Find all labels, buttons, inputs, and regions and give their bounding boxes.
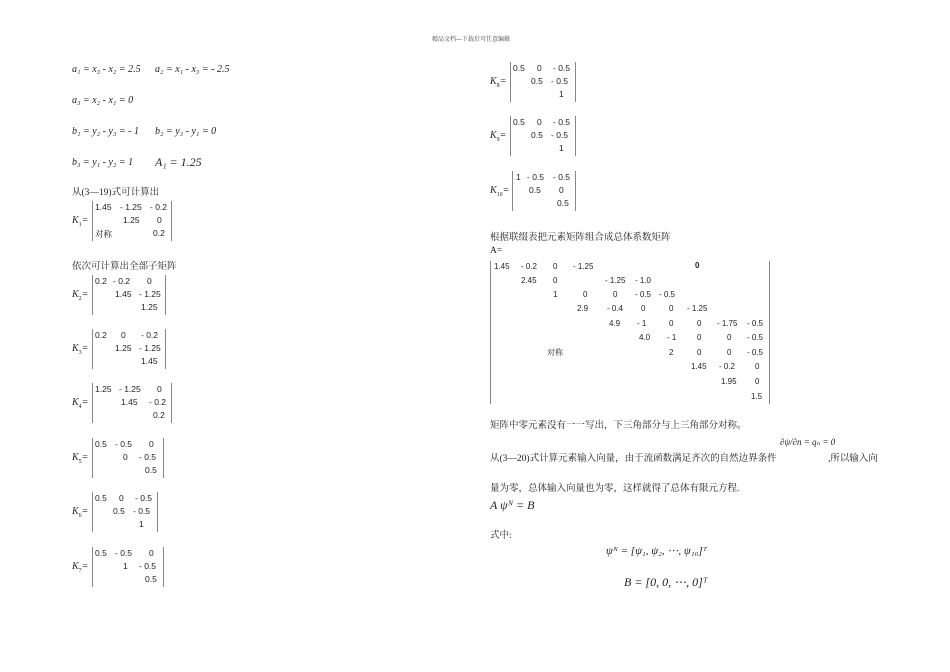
equation-b1: b₁ = y₂ - y₃ = - 1 xyxy=(72,126,139,137)
matrix-body xyxy=(92,438,164,478)
matrix-cell: 0.5 xyxy=(531,76,543,86)
matrix-cell: 0 xyxy=(583,290,588,299)
matrix-k8 xyxy=(490,62,600,104)
matrix-body xyxy=(510,116,576,156)
equation-a2: a₂ = x₁ - x₃ = - 2.5 xyxy=(155,64,230,75)
matrix-k7 xyxy=(72,547,182,589)
matrix-label: $K_3=$ xyxy=(72,343,89,356)
psi-vector-definition: ψᴺ = [ψ₁, ψ₂, ⋯, ψ₁₀]ᵀ xyxy=(606,545,707,557)
matrix-k1 xyxy=(72,201,182,243)
matrix-cell: 4.9 xyxy=(609,319,621,328)
matrix-cell: 0.5 xyxy=(531,130,543,140)
matrix-cell: 1.25 xyxy=(115,343,132,353)
matrix-body xyxy=(92,275,166,315)
matrix-body xyxy=(92,547,164,587)
matrix-cell: - 0.2 xyxy=(149,397,167,407)
matrix-cell: - 0.5 xyxy=(747,348,764,357)
a-label: A= xyxy=(490,246,503,256)
matrix-cell: - 0.5 xyxy=(115,439,133,449)
matrix-label: $K_7=$ xyxy=(72,561,89,574)
matrix-cell: 0 xyxy=(147,276,152,286)
matrix-cell: 0 xyxy=(537,63,542,73)
matrix-cell: 1.5 xyxy=(751,392,763,401)
matrix-cell: 1 xyxy=(139,519,144,529)
matrix-cell: 1.45 xyxy=(95,202,112,212)
assemble-text: 根据联缀表把元素矩阵组合成总体系数矩阵 xyxy=(490,233,671,243)
matrix-cell: 0.2 xyxy=(153,228,165,238)
matrix-cell: 0.2 xyxy=(95,276,107,286)
matrix-cell: 0 xyxy=(669,304,674,313)
matrix-cell: - 0.5 xyxy=(139,452,157,462)
matrix-cell: - 0.5 xyxy=(635,290,652,299)
matrix-cell: 0 xyxy=(559,185,564,195)
matrix-cell: - 1 xyxy=(637,319,647,328)
matrix-cell: 1 xyxy=(559,89,564,99)
matrix-cell: 0 xyxy=(613,290,618,299)
b-vector-definition: B = [0, 0, ⋯, 0]ᵀ xyxy=(624,575,708,589)
boundary-condition-formula: ∂ψ/∂n = qₙ = 0 xyxy=(780,437,836,447)
matrix-cell: - 0.5 xyxy=(747,333,764,342)
matrix-cell: 2 xyxy=(669,348,674,357)
paragraph-input-vector-end: ,所以输入向 xyxy=(828,454,878,464)
matrix-symmetric-mark: 对称 xyxy=(547,348,563,357)
matrix-cell: - 0.5 xyxy=(659,290,676,299)
matrix-cell: - 1.25 xyxy=(139,343,161,353)
equation-area: A₁ = 1.25 xyxy=(155,155,202,169)
matrix-cell: 1.45 xyxy=(121,397,138,407)
matrix-cell: - 0.5 xyxy=(115,548,133,558)
matrix-cell: - 0.5 xyxy=(553,63,571,73)
equation-b2: b₂ = y₃ - y₁ = 0 xyxy=(155,126,217,137)
matrix-cell: 1.25 xyxy=(123,215,140,225)
matrix-cell: - 0.2 xyxy=(113,276,131,286)
matrix-label: $K_4=$ xyxy=(72,397,89,410)
matrix-cell: - 0.5 xyxy=(553,172,571,182)
matrix-cell: - 1 xyxy=(667,333,677,342)
matrix-cell: - 1.25 xyxy=(120,202,142,212)
matrix-cell: 1.25 xyxy=(95,384,112,394)
matrix-cell: 0 xyxy=(149,439,154,449)
matrix-cell: - 0.5 xyxy=(551,76,569,86)
matrix-cell: 0.5 xyxy=(145,574,157,584)
matrix-cell: - 0.5 xyxy=(747,319,764,328)
matrix-k10 xyxy=(490,171,600,213)
matrix-cell: 1 xyxy=(516,172,521,182)
matrix-cell: 0 xyxy=(669,319,674,328)
matrix-cell: 0 xyxy=(149,548,154,558)
matrix-cell: 4.0 xyxy=(639,333,651,342)
matrix-label: $K_1=$ xyxy=(72,215,89,228)
matrix-cell: - 1.75 xyxy=(717,319,738,328)
matrix-label: $K_2=$ xyxy=(72,289,89,302)
matrix-cell: 0.2 xyxy=(95,330,107,340)
matrix-cell: 0.5 xyxy=(95,493,107,503)
matrix-cell: 2.45 xyxy=(521,276,537,285)
matrix-label: $K_6=$ xyxy=(72,506,89,519)
matrix-k4 xyxy=(72,383,182,425)
matrix-k9 xyxy=(490,116,600,158)
matrix-cell: - 1.25 xyxy=(139,289,161,299)
matrix-cell: - 0.5 xyxy=(133,506,151,516)
matrix-cell: 1.45 xyxy=(691,362,707,371)
matrix-cell: 0.5 xyxy=(513,63,525,73)
matrix-cell: 0 xyxy=(727,333,732,342)
matrix-cell: 0.5 xyxy=(557,198,569,208)
matrix-body xyxy=(92,492,158,532)
matrix-cell: 1.45 xyxy=(115,289,132,299)
matrix-k3 xyxy=(72,329,182,371)
where-text: 式中: xyxy=(490,531,512,541)
matrix-cell: 1.45 xyxy=(494,262,510,271)
matrix-body xyxy=(92,383,172,423)
matrix-zero-mark: 0 xyxy=(695,261,700,270)
matrix-label: $K_9=$ xyxy=(490,130,507,143)
matrix-cell: - 0.5 xyxy=(135,493,153,503)
matrix-cell: - 0.5 xyxy=(527,172,545,182)
matrix-cell: - 1.0 xyxy=(635,276,652,285)
fem-equation: A ψᴺ = B xyxy=(490,498,535,512)
matrix-cell: 0 xyxy=(553,262,558,271)
matrix-cell: 0 xyxy=(697,348,702,357)
paragraph-input-vector: 从(3—20)式计算元素输入向量，由于流函数满足齐次的自然边界条件 xyxy=(490,454,777,464)
matrix-k5 xyxy=(72,438,182,480)
matrix-cell: 0 xyxy=(157,384,162,394)
matrix-k6 xyxy=(72,492,182,534)
matrix-cell: 1 xyxy=(559,143,564,153)
matrix-cell: 0 xyxy=(157,215,162,225)
matrix-cell: 1 xyxy=(553,290,558,299)
submatrix-text: 依次可计算出全部子矩阵 xyxy=(72,262,177,272)
matrix-cell: - 1.25 xyxy=(573,262,594,271)
matrix-cell: 1.25 xyxy=(141,302,158,312)
matrix-body xyxy=(512,171,576,211)
matrix-cell: 0 xyxy=(553,276,558,285)
matrix-cell: 0 xyxy=(537,117,542,127)
matrix-cell: 0 xyxy=(755,377,760,386)
matrix-cell: - 0.2 xyxy=(150,202,168,212)
matrix-cell: 1.45 xyxy=(141,356,158,366)
equation-b3: b₃ = y₁ - y₂ = 1 xyxy=(72,157,134,168)
matrix-cell: 0.5 xyxy=(95,548,107,558)
matrix-label: $K_{10}=$ xyxy=(490,185,510,198)
matrix-cell: - 0.5 xyxy=(139,561,157,571)
calc-text: 从(3—19)式可计算出 xyxy=(72,188,160,198)
matrix-cell: - 0.4 xyxy=(607,304,624,313)
matrix-body xyxy=(92,329,166,369)
matrix-cell: - 0.5 xyxy=(551,130,569,140)
matrix-k2 xyxy=(72,275,182,317)
matrix-cell: - 1.25 xyxy=(687,304,708,313)
equation-a3: a₃ = x₂ - x₁ = 0 xyxy=(72,95,134,106)
matrix-cell: 1.95 xyxy=(721,377,737,386)
matrix-body xyxy=(92,201,172,241)
matrix-cell: 0 xyxy=(697,333,702,342)
matrix-label: $K_8=$ xyxy=(490,76,507,89)
matrix-body xyxy=(510,62,576,102)
matrix-cell: - 1.25 xyxy=(605,276,626,285)
matrix-cell: 0.2 xyxy=(153,410,165,420)
page-header: 精品文档---下载后可任意编辑 xyxy=(432,37,510,43)
matrix-cell: 0 xyxy=(123,452,128,462)
matrix-cell: - 1.25 xyxy=(119,384,141,394)
matrix-cell: 0 xyxy=(727,348,732,357)
matrix-cell: 0 xyxy=(119,493,124,503)
matrix-cell: 2.9 xyxy=(577,304,589,313)
matrix-cell: 0.5 xyxy=(513,117,525,127)
matrix-label: $K_5=$ xyxy=(72,452,89,465)
matrix-cell: - 0.2 xyxy=(141,330,159,340)
paragraph-zero-vector: 量为零，总体输入向量也为零，这样就得了总体有限元方程. xyxy=(490,484,740,494)
global-matrix xyxy=(490,261,770,404)
matrix-cell: 0.5 xyxy=(113,506,125,516)
matrix-cell: 0.5 xyxy=(145,465,157,475)
matrix-cell: 0 xyxy=(641,304,646,313)
matrix-cell: - 0.2 xyxy=(719,362,736,371)
matrix-cell: 0.5 xyxy=(95,439,107,449)
paragraph-zero-elements: 矩阵中零元素没有一一写出，下三角部分与上三角部分对称。 xyxy=(490,421,747,431)
matrix-cell: 0.5 xyxy=(529,185,541,195)
equation-a1: a₁ = x₃ - x₂ = 2.5 xyxy=(72,64,141,75)
matrix-cell: - 0.5 xyxy=(553,117,571,127)
matrix-cell: 0 xyxy=(121,330,126,340)
matrix-cell: 1 xyxy=(123,561,128,571)
matrix-cell: 0 xyxy=(755,362,760,371)
matrix-cell: 0 xyxy=(697,319,702,328)
matrix-cell: 对称 xyxy=(95,229,113,239)
matrix-cell: - 0.2 xyxy=(521,262,538,271)
